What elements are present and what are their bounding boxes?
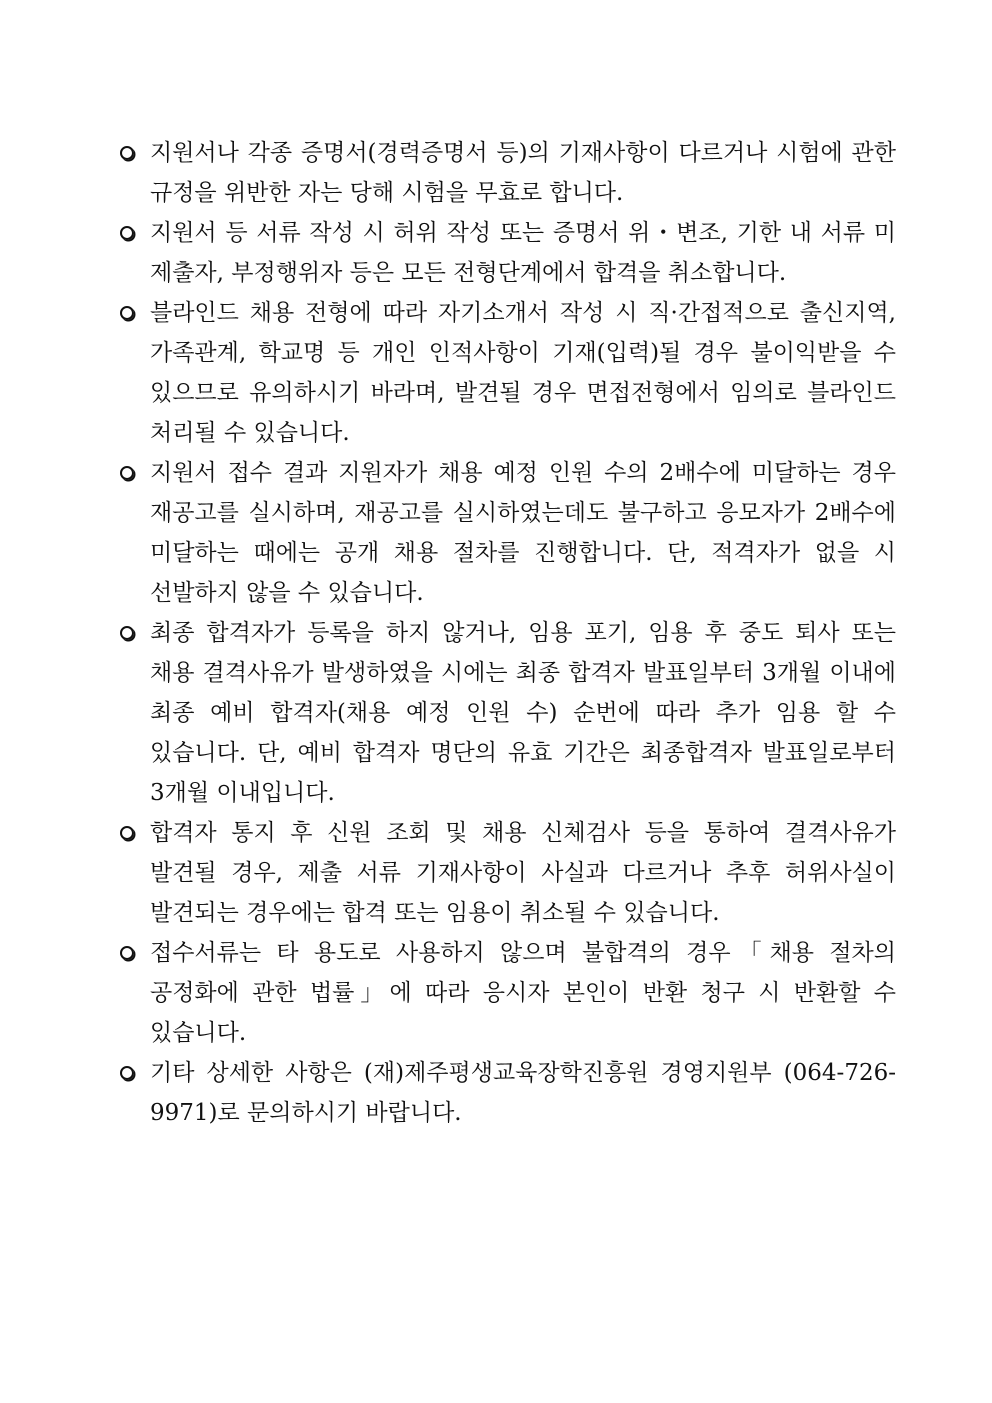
circle-bullet-icon (120, 146, 134, 160)
list-item (118, 213, 896, 293)
notice-text: 지원서나 각종 증명서(경력증명서 등)의 기재사항이 다르거나 시험에 관한 규정을 위반한 자는 당해 시험을 무효로 합니다. (150, 140, 896, 206)
list-item (118, 813, 896, 933)
list-item (118, 1053, 896, 1133)
list-item (118, 453, 896, 613)
notice-list (118, 133, 896, 1133)
circle-bullet-icon (120, 626, 134, 640)
circle-bullet-icon (120, 306, 134, 320)
circle-bullet-icon (120, 466, 134, 480)
notice-text: 접수서류는 타 용도로 사용하지 않으며 불합격의 경우「채용 절차의 공정화에 관한 법률」에 따라 응시자 본인이 반환 청구 시 반환할 수 있습니다. (150, 940, 896, 1046)
list-item (118, 133, 896, 213)
notice-text: 기타 상세한 사항은 (재)제주평생교육장학진흥원 경영지원부 (064-726-9971)로 문의하시기 바랍니다. (150, 1060, 896, 1126)
notice-text: 지원서 접수 결과 지원자가 채용 예정 인원 수의 2배수에 미달하는 경우 재공고를 실시하며, 재공고를 실시하였는데도 불구하고 응모자가 2배수에 미달하는 때에는 공개 채용 절차를 진행합니다. 단, 적격자가 없을 시 선발하지 않을 수 있습니다. (150, 460, 896, 606)
notice-text: 최종 합격자가 등록을 하지 않거나, 임용 포기, 임용 후 중도 퇴사 또는 채용 결격사유가 발생하였을 시에는 최종 합격자 발표일부터 3개월 이내에 최종 예비 합격자(채용 예정 인원 수) 순번에 따라 추가 임용 할 수 있습니다. 단, 예비 합격자 명단의 유효 기간은 최종합격자 발표일로부터 3개월 이내입니다. (150, 620, 896, 806)
notice-text: 지원서 등 서류 작성 시 허위 작성 또는 증명서 위・변조, 기한 내 서류 미 제출자, 부정행위자 등은 모든 전형단계에서 합격을 취소합니다. (150, 220, 896, 286)
circle-bullet-icon (120, 226, 134, 240)
list-item (118, 613, 896, 813)
circle-bullet-icon (120, 826, 134, 840)
list-item (118, 293, 896, 453)
circle-bullet-icon (120, 946, 134, 960)
notice-text: 블라인드 채용 전형에 따라 자기소개서 작성 시 직·간접적으로 출신지역, 가족관계, 학교명 등 개인 인적사항이 기재(입력)될 경우 불이익받을 수 있으므로 유의하시기 바라며, 발견될 경우 면접전형에서 임의로 블라인드 처리될 수 있습니다. (150, 300, 896, 446)
notice-text: 합격자 통지 후 신원 조회 및 채용 신체검사 등을 통하여 결격사유가 발견될 경우, 제출 서류 기재사항이 사실과 다르거나 추후 허위사실이 발견되는 경우에는 합격 또는 임용이 취소될 수 있습니다. (150, 820, 896, 926)
list-item (118, 933, 896, 1053)
circle-bullet-icon (120, 1066, 134, 1080)
